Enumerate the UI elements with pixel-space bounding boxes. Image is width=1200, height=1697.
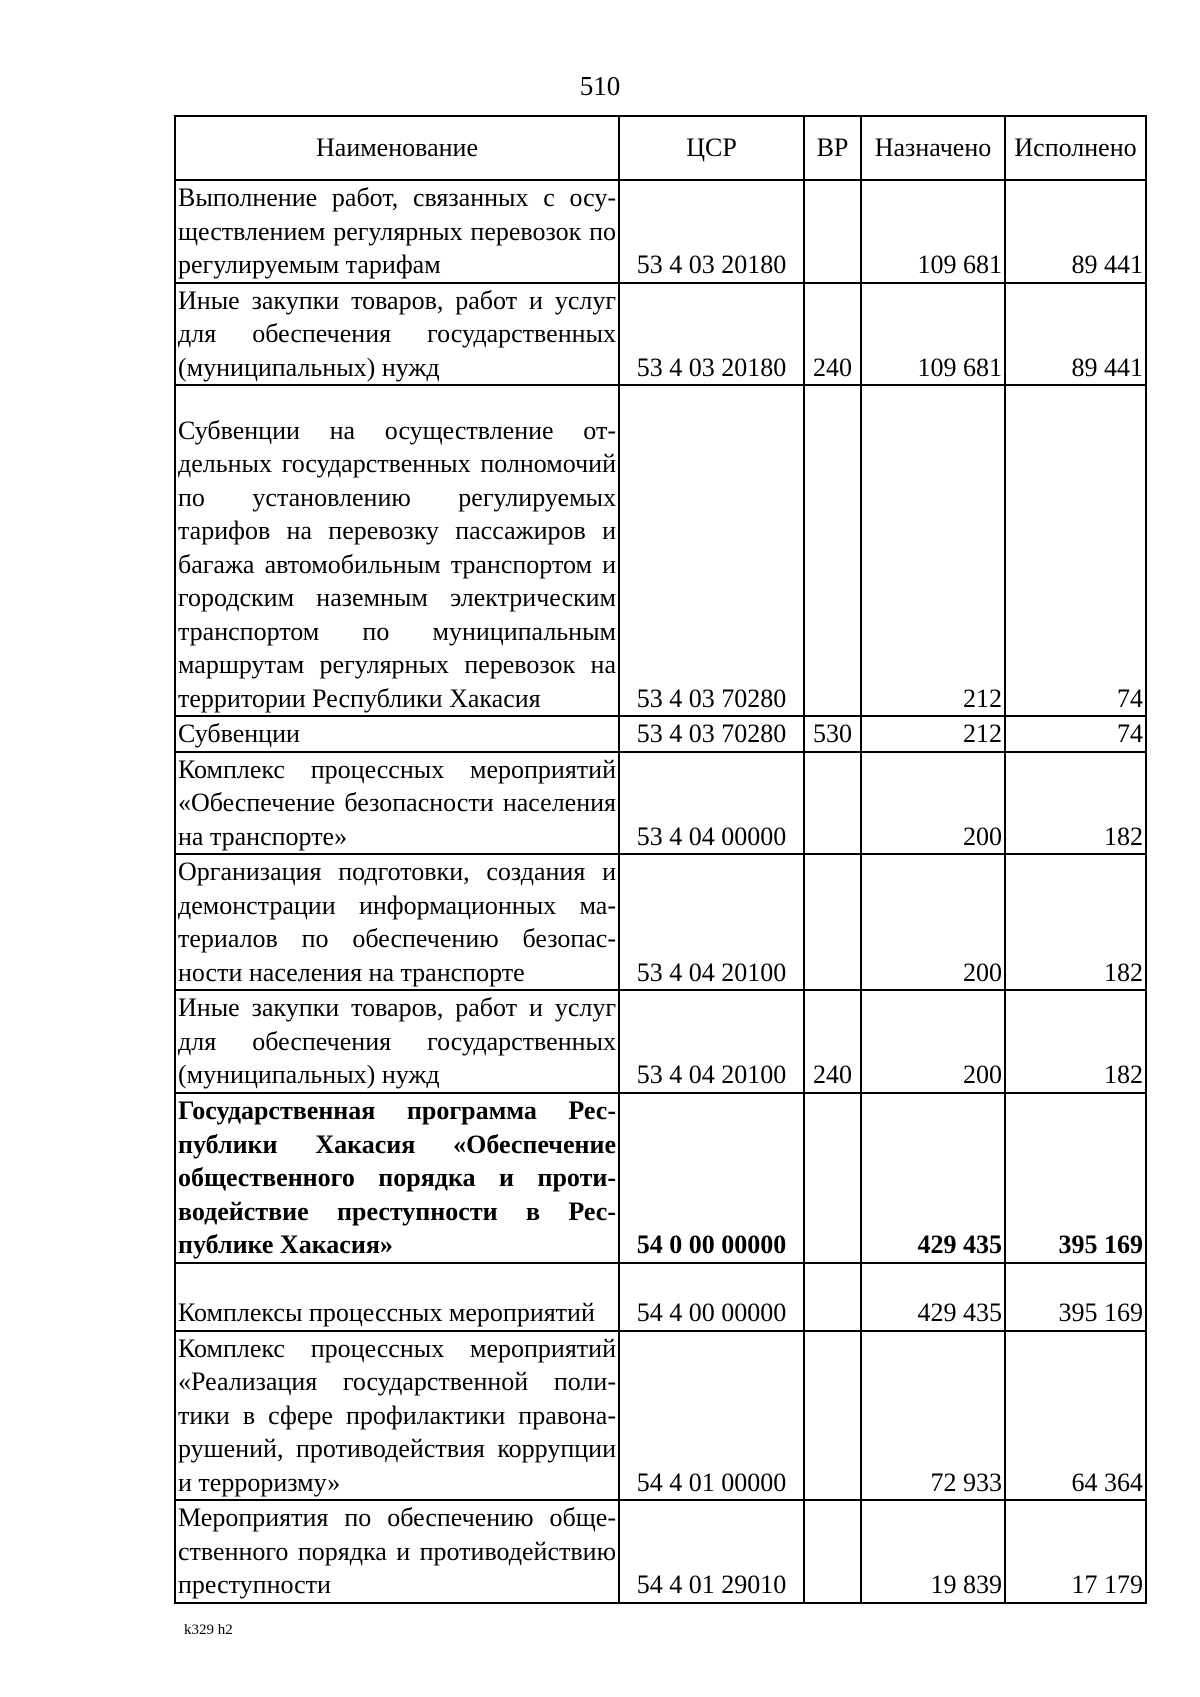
row-csr: 53 4 03 70280 (619, 716, 804, 752)
table-row (175, 854, 1146, 990)
table-row (175, 990, 1146, 1093)
header-name: Наименование (175, 116, 619, 180)
row-executed: 395 169 (1005, 1093, 1146, 1263)
footer-document-code: k329 h2 (184, 1622, 233, 1638)
row-executed: 89 441 (1005, 283, 1146, 386)
row-vr: 240 (804, 283, 861, 386)
row-planned: 19 839 (861, 1500, 1005, 1603)
table-row (175, 385, 1146, 716)
row-name: Выполнение работ, связанных с осуществлением регулярных перевозок по регулируемым тарифам (175, 180, 619, 283)
row-executed: 395 169 (1005, 1263, 1146, 1331)
row-name: Комплекс процессных мероприятий «Реализация государственной политики в сфере профилактики правонарушений, противодействия коррупции и терроризму» (175, 1331, 619, 1501)
table-row (175, 1500, 1146, 1603)
row-csr: 53 4 04 20100 (619, 854, 804, 990)
row-csr: 54 4 00 00000 (619, 1263, 804, 1331)
header-vr: ВР (804, 116, 861, 180)
table-header-row (175, 116, 1146, 180)
row-name: Мероприятия по обеспечению общественного порядка и противодействию преступности (175, 1500, 619, 1603)
row-name: Субвенции (175, 716, 619, 752)
row-name: Организация подготовки, создания и демонстрации информационных материалов по обеспечению безопасности населения на транспорте (175, 854, 619, 990)
row-vr (804, 1331, 861, 1501)
row-executed: 182 (1005, 854, 1146, 990)
row-executed: 64 364 (1005, 1331, 1146, 1501)
table-row-bold (175, 1093, 1146, 1263)
table-row (175, 716, 1146, 752)
row-planned: 200 (861, 854, 1005, 990)
header-executed: Исполнено (1005, 116, 1146, 180)
row-planned: 200 (861, 752, 1005, 855)
row-name: Иные закупки товаров, работ и услуг для обеспечения государственных (муниципальных) нужд (175, 283, 619, 386)
row-vr: 530 (804, 716, 861, 752)
row-planned: 429 435 (861, 1093, 1005, 1263)
row-csr: 54 4 01 29010 (619, 1500, 804, 1603)
budget-table (174, 115, 1147, 1604)
row-csr: 54 4 01 00000 (619, 1331, 804, 1501)
row-executed: 89 441 (1005, 180, 1146, 283)
row-planned: 109 681 (861, 180, 1005, 283)
row-executed: 17 179 (1005, 1500, 1146, 1603)
row-vr (804, 385, 861, 716)
row-vr (804, 854, 861, 990)
row-planned: 212 (861, 716, 1005, 752)
row-csr: 53 4 04 00000 (619, 752, 804, 855)
row-csr: 54 0 00 00000 (619, 1093, 804, 1263)
row-executed: 74 (1005, 385, 1146, 716)
row-vr (804, 752, 861, 855)
table-row (175, 283, 1146, 386)
row-csr: 53 4 03 20180 (619, 180, 804, 283)
row-executed: 182 (1005, 990, 1146, 1093)
row-name: Субвенции на осуществление отдельных государственных полномочий по установлению регулируемых тарифов на перевозку пассажиров и багажа автомобильным транспортом и городским наземным электрическим транспортом по муниципальным маршрутам регулярных перевозок на территории Республики Хакасия (175, 385, 619, 716)
table-row (175, 180, 1146, 283)
row-name: Иные закупки товаров, работ и услуг для обеспечения государственных (муниципальных) нужд (175, 990, 619, 1093)
row-csr: 53 4 04 20100 (619, 990, 804, 1093)
row-vr: 240 (804, 990, 861, 1093)
row-vr (804, 1500, 861, 1603)
row-vr (804, 1263, 861, 1331)
row-planned: 212 (861, 385, 1005, 716)
row-planned: 200 (861, 990, 1005, 1093)
row-name: Государственная программа Республики Хакасия «Обеспечение общественного порядка и противодействие преступности в Республике Хакасия» (175, 1093, 619, 1263)
table-row (175, 752, 1146, 855)
header-csr: ЦСР (619, 116, 804, 180)
row-name: Комплекс процессных мероприятий «Обеспечение безопасности населения на транспорте» (175, 752, 619, 855)
row-csr: 53 4 03 70280 (619, 385, 804, 716)
row-executed: 182 (1005, 752, 1146, 855)
row-csr: 53 4 03 20180 (619, 283, 804, 386)
row-vr (804, 1093, 861, 1263)
page-number: 510 (579, 71, 621, 101)
header-planned: Назначено (861, 116, 1005, 180)
row-name: Комплексы процессных мероприятий (175, 1263, 619, 1331)
row-vr (804, 180, 861, 283)
table-row (175, 1331, 1146, 1501)
row-planned: 109 681 (861, 283, 1005, 386)
row-executed: 74 (1005, 716, 1146, 752)
table-row (175, 1263, 1146, 1331)
row-planned: 429 435 (861, 1263, 1005, 1331)
row-planned: 72 933 (861, 1331, 1005, 1501)
